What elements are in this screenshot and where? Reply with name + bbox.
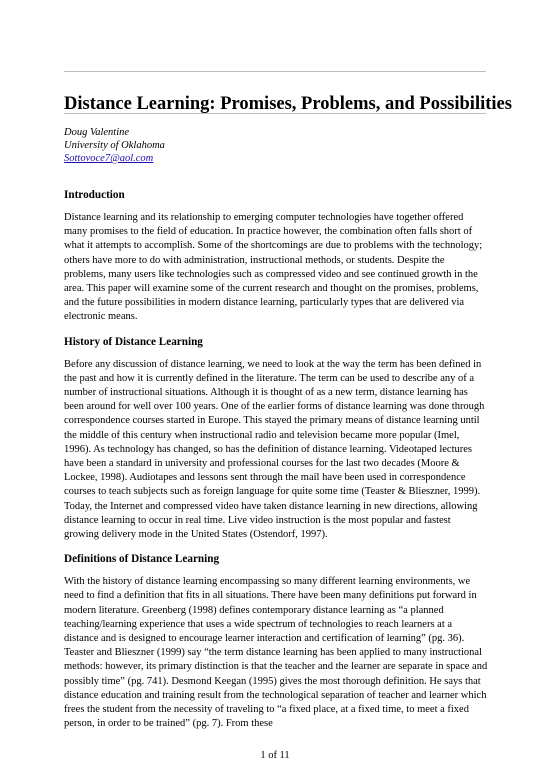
author-affiliation: University of Oklahoma: [64, 140, 165, 151]
section-heading: Definitions of Distance Learning: [64, 553, 220, 566]
section-paragraph: Distance learning and its relationship to emerging computer technologies have together offered many promises to the field of education. In practice however, the combination often falls short of what it attempts to accomplish. Some of the shortcomings are due to problems with the technology; others have more to do with administration, instructional methods, or students. Despite the problems, many users like technologies such as compressed video and see continued growth in the area. This paper will examine some of the current research and thought on the promises, problems, and the future possibilities in modern distance learning, particularly types that are delivered via electronic means.: [64, 212, 483, 323]
section-introduction: [64, 188, 488, 325]
title-rule: [64, 113, 486, 114]
section-paragraph: Before any discussion of distance learning, we need to look at the way the term has been defined in the past and how it is currently defined in the literature. The term can be used to describe any of a number of instructional situations. Although it is thought of as a new term, distance learning has been around for well over 100 years. One of the earlier forms of distance learning was done through correspondence courses started in Europe. This stayed the primary means of distance learning until the middle of this century when instructional radio and television became more popular (Imel, 1996). As technology has changed, so has the definition of distance learning. Videotaped lectures have been a standard in university and professional courses for the last two decades (Moore & Lockee, 1998). Audiotapes and lessons sent through the mail have been used in correspondence courses to teach subjects such as foreign language for quite some time (Teaster & Blieszner, 1999). Today, the Internet and compressed video have taken distance learning in new directions, allowing distance learning to occur in real time. Live video instruction is the most popular and fastest growing delivery mode in the United States (Ostendorf, 1997).: [64, 358, 485, 541]
page-number: 1 of 11: [260, 750, 290, 761]
paper-title: Distance Learning: Promises, Problems, and Possibilities: [64, 94, 512, 115]
section-paragraph: With the history of distance learning encompassing so many different learning environments, we need to find a definition that fits in all situations. There have been many definitions put forward in modern literature. Greenberg (1998) defines contemporary distance learning as “a planned teaching/learning experience that uses a wide spectrum of technologies to reach learners at a distance and is designed to encourage learner interaction and certification of learning” (pg. 36). Teaster and Blieszner (1999) say “the term distance learning has been applied to many instructional methods: however, its primary distinction is that the teacher and the learner are separate in space and possibly time” (pg. 741). Desmond Keegan (1995) gives the most thorough definition. He says that distance education and training result from the technological separation of teacher and learner which frees the student from the necessity of traveling to “a fixed place, at a fixed time, to meet a fixed person, in order to be trained” (pg. 7). From these: [64, 576, 488, 730]
paper-body: [64, 188, 488, 742]
author-email-link[interactable]: Sottovoce7@aol.com: [64, 153, 154, 164]
section-history: [64, 335, 488, 543]
author-name: Doug Valentine: [64, 127, 130, 138]
author-block: [64, 126, 484, 165]
top-rule: [64, 71, 486, 72]
section-definitions: [64, 552, 488, 731]
section-heading: Introduction: [64, 189, 125, 201]
section-heading: History of Distance Learning: [64, 335, 203, 348]
